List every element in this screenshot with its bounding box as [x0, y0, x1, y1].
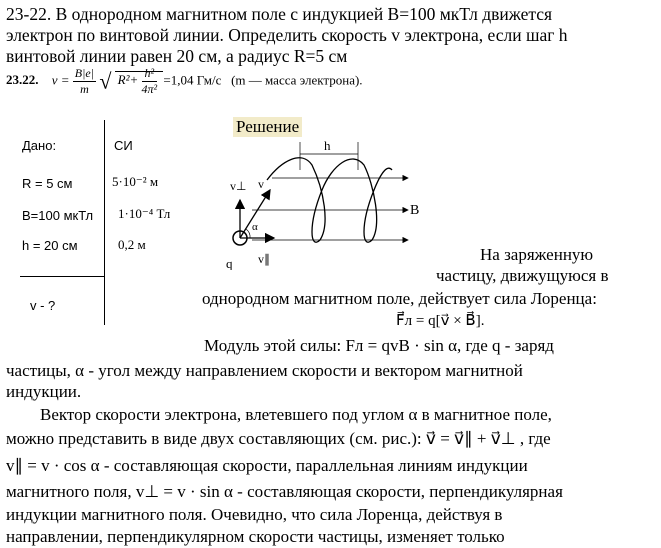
sqrt-content: [115, 66, 164, 96]
v-par-label: v∥: [258, 252, 270, 266]
fraction-numerator: B|e|: [74, 66, 95, 80]
root-left: R²+: [117, 72, 139, 88]
problem-statement: [6, 4, 656, 67]
sqrt-sign: √: [99, 68, 112, 94]
given-row-1-si: 5·10⁻² м: [112, 174, 159, 189]
fraction-denominator: m: [80, 82, 89, 96]
text-p5: можно представить в виде двух составляющих (см. рис.): v⃗ = v⃗∥ + v⃗⊥ , где: [6, 429, 551, 448]
text-p1-c: однородном магнитном поле, действует сила Лоренца:: [202, 289, 597, 308]
problem-line-3: винтовой линии равен 20 см, а радиус R=5 см: [6, 46, 348, 66]
find-label: v - ?: [30, 298, 56, 313]
given-divider: [104, 120, 105, 325]
answer-number: 23.22.: [6, 72, 39, 88]
answer-result: =1,04 Гм/с: [163, 72, 222, 88]
v-label: v: [258, 177, 264, 191]
given-row-3-si: 0,2 м: [118, 237, 146, 252]
b-label: B: [410, 203, 420, 218]
si-header: СИ: [114, 138, 133, 153]
given-row-2-label: B=100 мкТл: [22, 208, 94, 223]
answer-note: (m — масса электрона).: [231, 72, 363, 88]
root-denominator: 4π²: [141, 82, 158, 96]
alpha-label: α: [252, 221, 258, 233]
solution-header: Решение: [233, 117, 302, 137]
helix-figure: [212, 130, 427, 270]
answer-fraction: [73, 66, 96, 97]
answer-formula: [6, 66, 363, 97]
problem-line-1: 23-22. В однородном магнитном поле с индукцией В=100 мкТл движется: [6, 4, 553, 24]
helix-path: [267, 158, 392, 242]
answer-v-eq: v =: [51, 72, 70, 88]
h-label: h: [324, 138, 331, 153]
text-p1-b: частицу, движущуюся в: [436, 266, 609, 285]
given-row-2-si: 1·10⁻⁴ Тл: [118, 206, 171, 221]
text-p1-a: На заряженную: [480, 245, 594, 264]
given-row-1-label: R = 5 см: [22, 176, 73, 191]
v-perp-label: v⊥: [230, 179, 247, 193]
text-modulus: Модуль этой силы: Fл = qvB · sin α, где q - заряд: [204, 336, 554, 355]
root-fraction: [142, 66, 158, 97]
text-p8: индукции магнитного поля. Очевидно, что сила Лоренца, действуя в: [6, 505, 503, 524]
text-p9: направлении, перпендикулярном скорости частицы, изменяет только: [6, 527, 505, 546]
text-p7: магнитного поля, v⊥ = v · sin α - составляющая скорости, перпендикулярная: [6, 482, 563, 501]
root-numerator: h²: [142, 66, 158, 82]
q-label: q: [226, 256, 233, 270]
problem-line-2: электрон по винтовой линии. Определить скорость v электрона, если шаг h: [6, 25, 568, 45]
given-underline: [20, 276, 104, 277]
text-p3: индукции.: [6, 382, 82, 401]
given-header: Дано:: [22, 138, 57, 153]
given-row-3-label: h = 20 см: [22, 238, 78, 253]
text-p6: v∥ = v · cos α - составляющая скорости, параллельная линиям индукции: [6, 456, 528, 475]
lorentz-formula: F⃗л = q[v⃗ × B⃗].: [396, 313, 485, 329]
text-p4: Вектор скорости электрона, влетевшего под углом α в магнитное поле,: [40, 405, 552, 424]
text-p2: частицы, α - угол между направлением скорости и вектором магнитной: [6, 361, 523, 380]
